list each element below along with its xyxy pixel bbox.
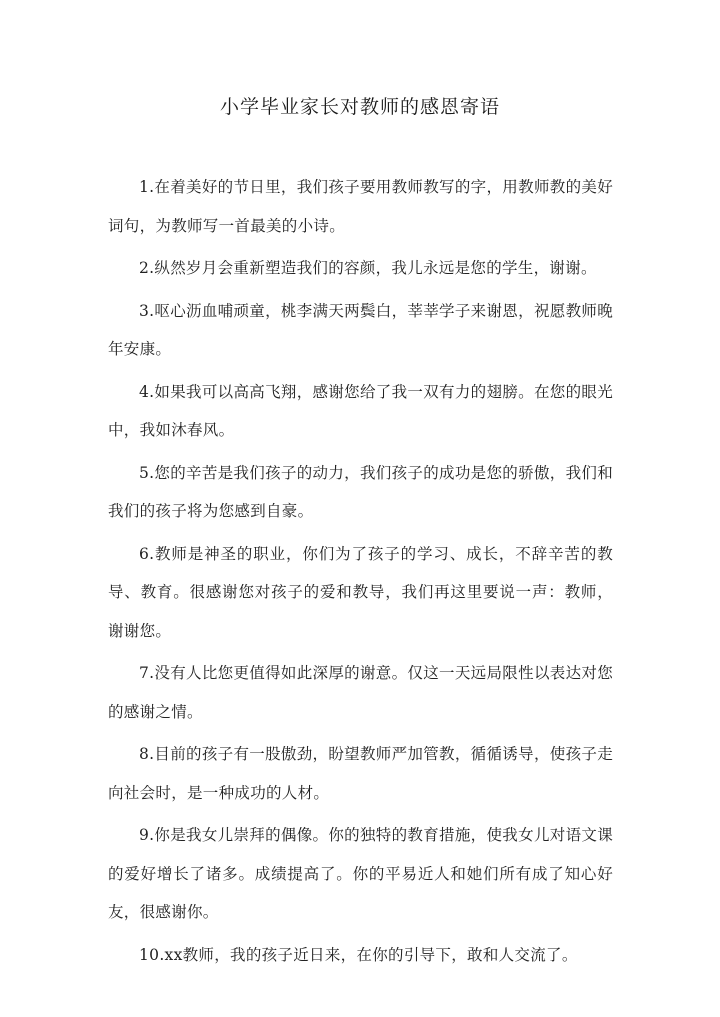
paragraph-8: 8.目前的孩子有一股傲劲，盼望教师严加管教，循循诱导，使孩子走向社会时，是一种成功的人材。: [108, 745, 613, 802]
document-body: [108, 168, 613, 978]
paragraph-9: 9.你是我女儿崇拜的偶像。你的独特的教育措施，使我女儿对语文课的爱好增长了诸多。成绩提高了。你的平易近人和她们所有成了知心好友，很感谢你。: [108, 826, 613, 921]
paragraph-7: 7.没有人比您更值得如此深厚的谢意。仅这一天远局限性以表达对您的感谢之情。: [108, 664, 613, 721]
document-title: 小学毕业家长对教师的感恩寄语: [219, 96, 500, 118]
paragraph-2: 2.纵然岁月会重新塑造我们的容颜，我儿永远是您的学生，谢谢。: [139, 259, 597, 277]
paragraph-4: 4.如果我可以高高飞翔，感谢您给了我一双有力的翅膀。在您的眼光中，我如沐春风。: [108, 382, 613, 439]
paragraph-5: 5.您的辛苦是我们孩子的动力，我们孩子的成功是您的骄傲，我们和我们的孩子将为您感到自豪。: [108, 463, 613, 520]
paragraph-6: 6.教师是神圣的职业，你们为了孩子的学习、成长，不辞辛苦的教导、教育。很感谢您对孩子的爱和教导，我们再这里要说一声：教师，谢谢您。: [108, 544, 613, 640]
paragraph-3: 3.呕心沥血哺顽童，桃李满天两鬓白，莘莘学子来谢恩，祝愿教师晚年安康。: [108, 301, 613, 358]
paragraph-1: 1.在着美好的节日里，我们孩子要用教师教写的字，用教师教的美好词句，为教师写一首最美的小诗。: [108, 178, 613, 235]
paragraph-10: 10.xx教师，我的孩子近日来，在你的引导下，敢和人交流了。: [139, 945, 578, 964]
